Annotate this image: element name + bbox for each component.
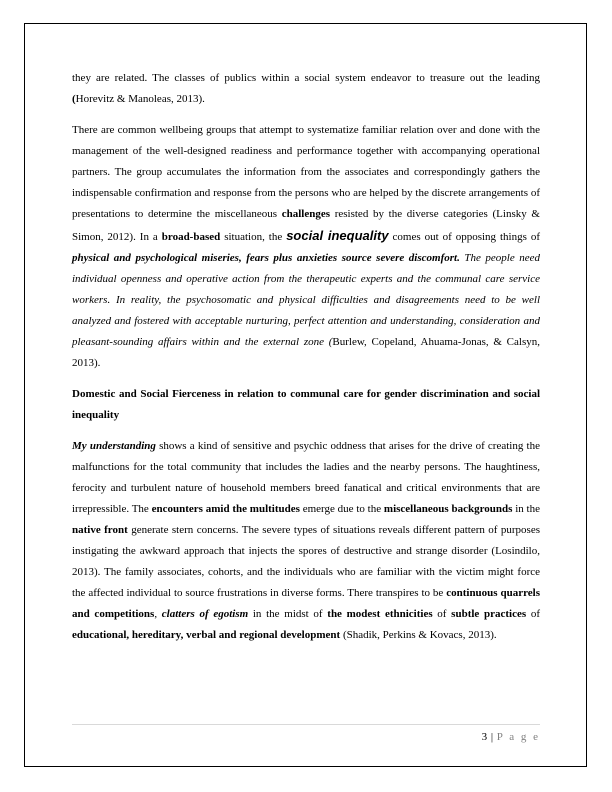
- text-run: subtle practices: [451, 608, 527, 620]
- text-run: native front: [72, 524, 128, 536]
- text-run: Burlew, Copeland, Ahuama-Jonas, & Calsyn, 2013).: [72, 336, 540, 369]
- section-heading: [72, 384, 540, 426]
- text-run: The people need individual openness and operative action from the therapeutic experts and the communal care service workers. In reality, the psychosomatic and physical difficulties and disagreements need to be well analyzed and fostered with acceptable nurturing, perfect attention and understanding, consideration and pleasant-sounding affairs within and the external zone (: [72, 252, 540, 348]
- text-run: Domestic and Social Fierceness in relation to communal care for gender discrimination and social inequality: [72, 388, 540, 421]
- text-run: miscellaneous backgrounds: [383, 503, 513, 515]
- text-run: they are related. The classes of publics within a social system endeavor to treasure out the leading: [72, 72, 540, 84]
- text-run: of: [432, 608, 452, 620]
- text-run: (: [72, 93, 76, 105]
- page-label: P a g e: [496, 731, 540, 743]
- text-run: emerge due to the: [299, 503, 384, 515]
- body-paragraph: [72, 68, 540, 110]
- page-footer: [72, 729, 540, 745]
- text-run: shows a kind of sensitive and psychic oddness that arises for the drive of creating the malfunctions for the total community that includes the ladies and the nearby persons. The haughtiness, ferocity and turbulent nature of household members breed fanatical and critical environments that are irrepressible. The: [72, 440, 540, 515]
- body-paragraph: [72, 120, 540, 374]
- text-run: resisted by the diverse categories (Linsky & Simon, 2012). In a: [72, 208, 540, 243]
- text-run: physical and psychological miseries, fears plus anxieties source severe discomfort.: [72, 252, 460, 264]
- text-run: social inequality: [286, 228, 389, 243]
- text-run: of: [526, 608, 541, 620]
- text-run: (Shadik, Perkins & Kovacs, 2013).: [340, 629, 497, 641]
- page-number: 3: [481, 731, 488, 743]
- text-run: in the midst of: [248, 608, 328, 620]
- footer-divider: [72, 724, 540, 725]
- text-run: encounters amid the multitudes: [151, 503, 300, 515]
- text-run: the modest ethnicities: [327, 608, 433, 620]
- text-run: broad-based: [161, 231, 221, 243]
- text-run: in the: [512, 503, 540, 515]
- text-run: educational, hereditary, verbal and regional development: [72, 629, 341, 641]
- text-run: My understanding: [72, 440, 156, 452]
- text-run: Horevitz & Manoleas, 2013).: [75, 93, 205, 105]
- text-run: ,: [154, 608, 162, 620]
- text-run: situation, the: [220, 231, 287, 243]
- text-run: generate stern concerns. The severe types of situations reveals different pattern of purposes instigating the awkward approach that injects the spores of destructive and strange disorder (Losindilo, 2013). The family associates, cohorts, and the individuals who are familiar with the victim might force the affected individual to source frustrations in diverse forms. There transpires to be: [72, 524, 540, 599]
- text-run: clatters of egotism: [161, 608, 249, 620]
- footer-separator: |: [490, 731, 494, 743]
- text-run: continuous quarrels and competitions: [72, 587, 540, 620]
- body-paragraph: [72, 436, 540, 646]
- text-run: challenges: [281, 208, 331, 220]
- document-body: [72, 68, 540, 656]
- text-run: comes out of opposing things of: [388, 231, 541, 243]
- text-run: There are common wellbeing groups that attempt to systematize familiar relation over and done with the management of the well-designed readiness and performance together with accompanying operational partners. The group accumulates the information from the associates and correspondingly gathers the indispensable confirmation and response from the persons who are helped by the discrete arrangements of presentations to determine the miscellaneous: [72, 124, 540, 220]
